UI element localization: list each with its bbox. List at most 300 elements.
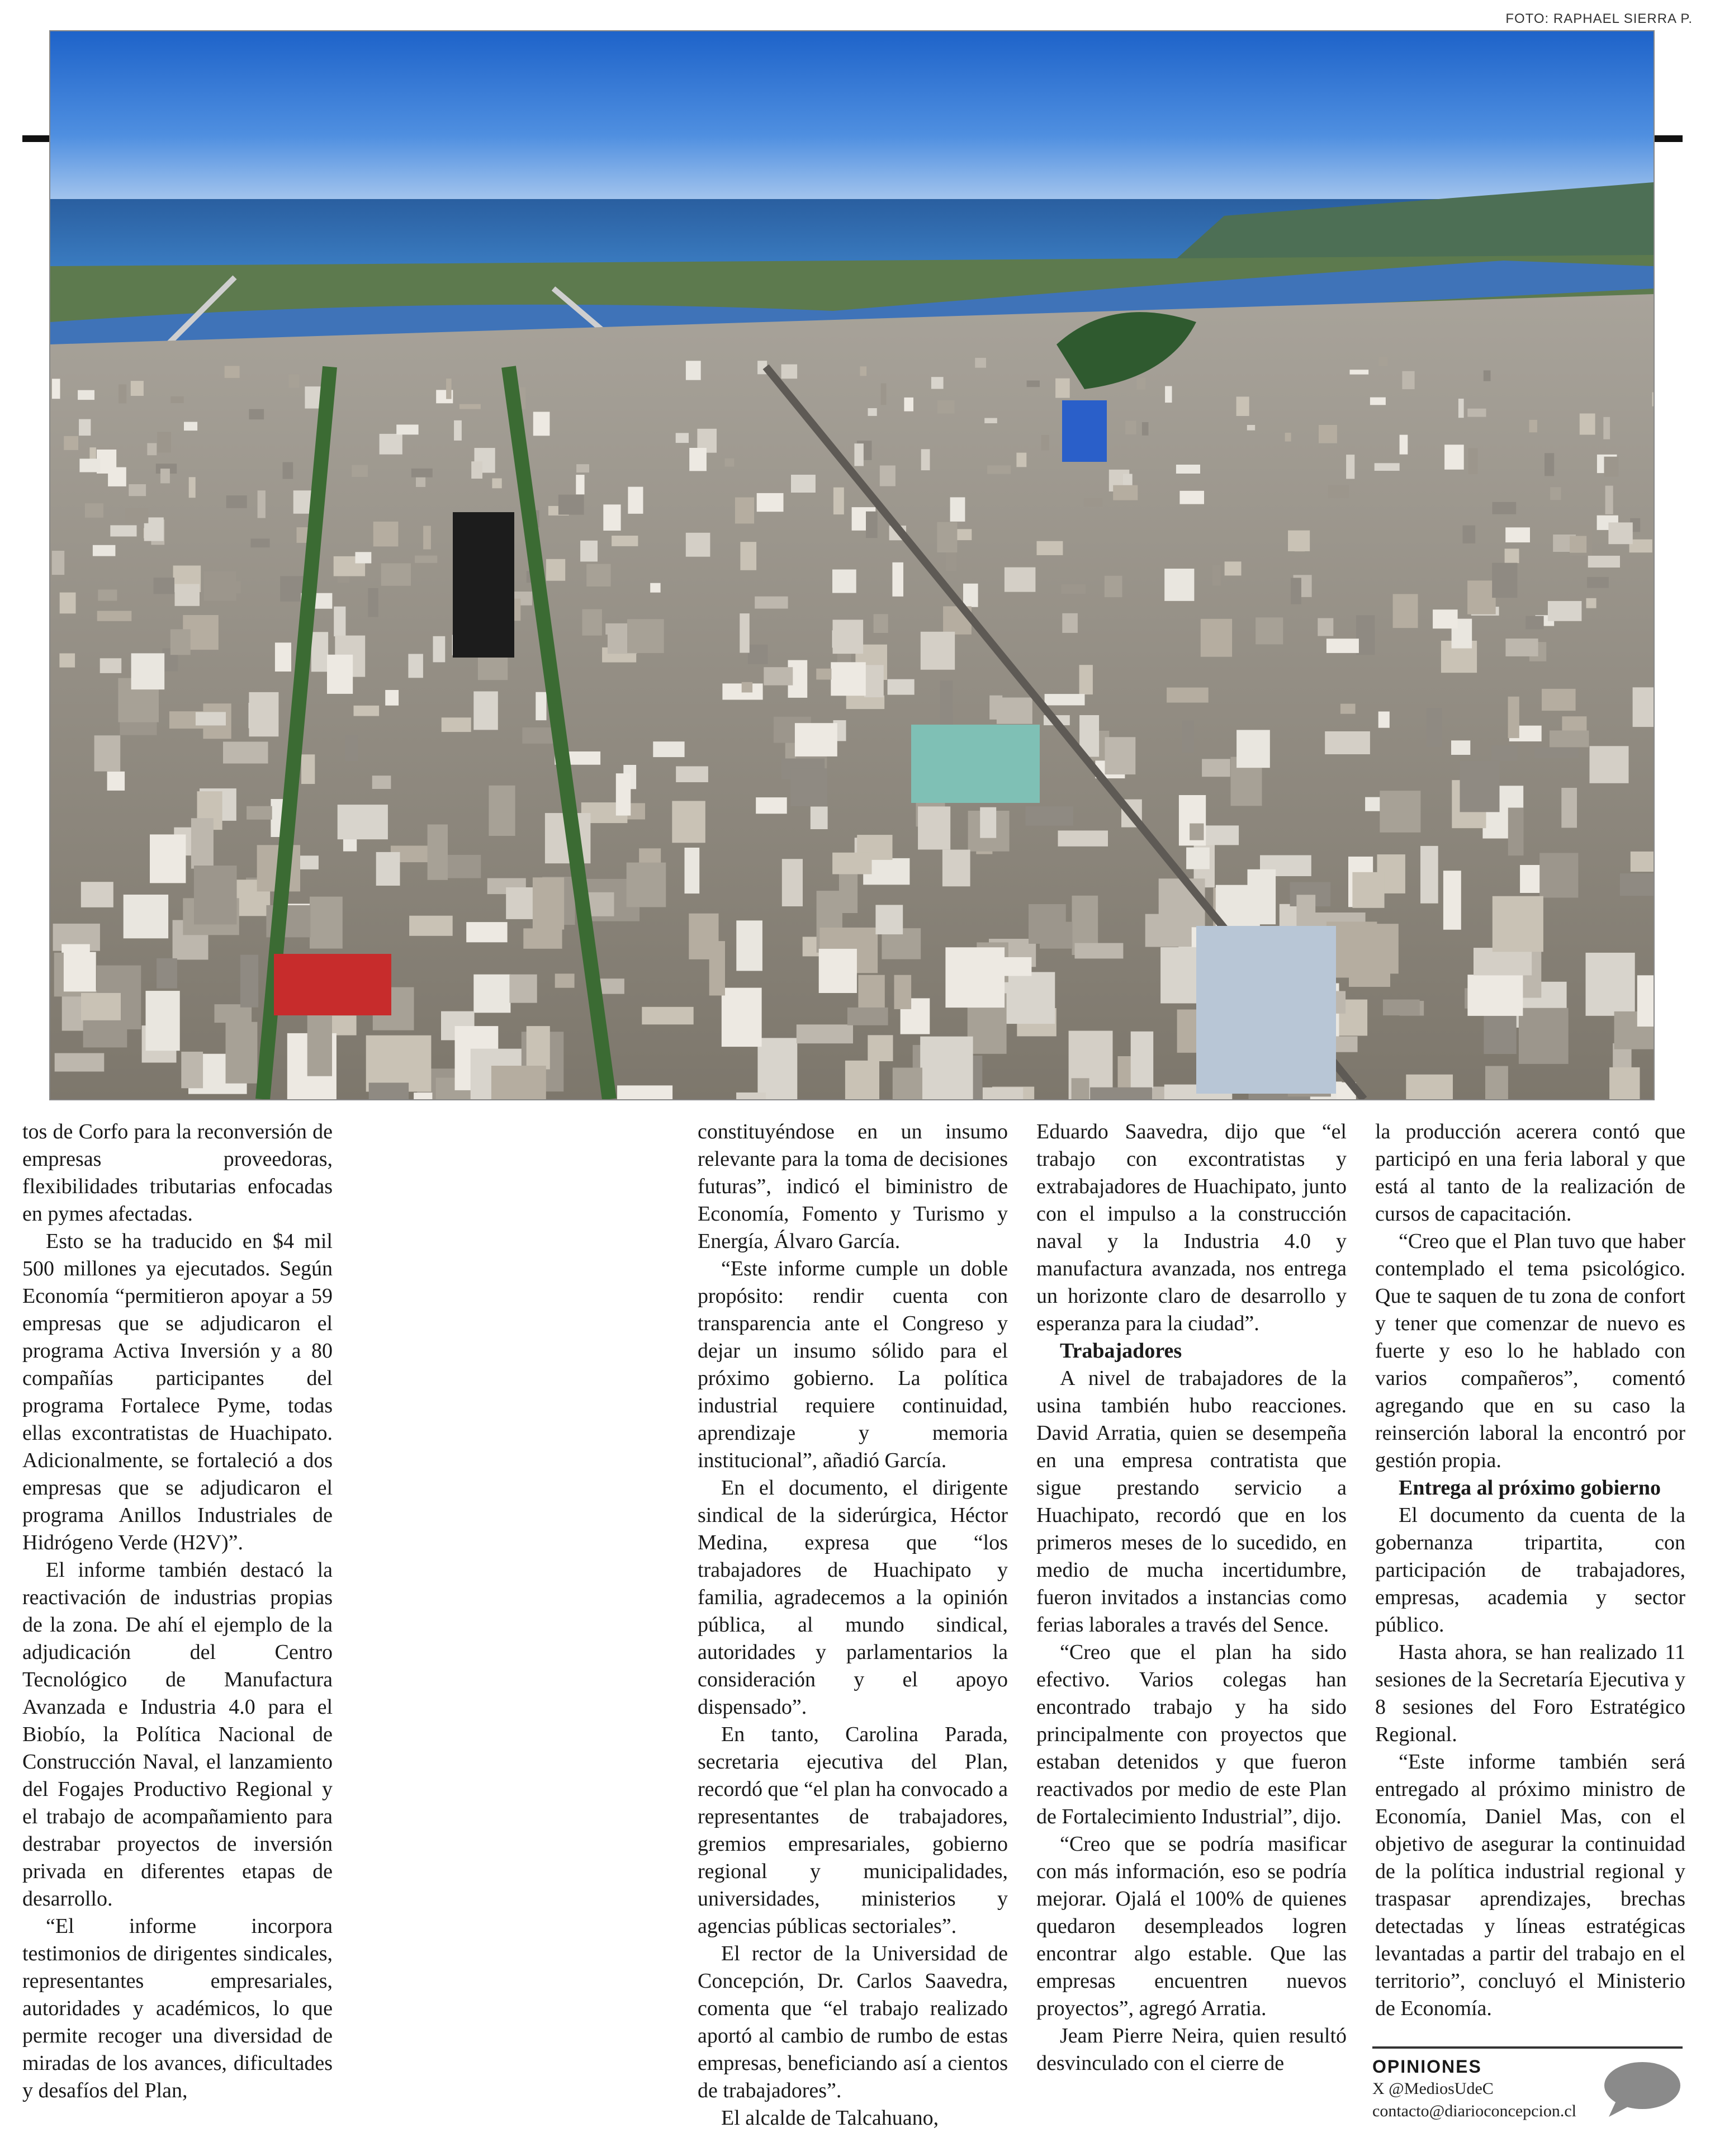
building-block	[1474, 948, 1532, 975]
building-block	[1016, 453, 1026, 467]
building-block	[1058, 830, 1108, 846]
building-block	[1105, 737, 1136, 774]
building-block	[1375, 463, 1400, 471]
building-block	[533, 412, 550, 436]
building-block	[94, 735, 121, 771]
building-block	[984, 418, 997, 423]
building-block	[736, 1093, 766, 1099]
building-block	[875, 905, 903, 934]
opinions-title: OPINIONES	[1372, 2056, 1482, 2077]
building-block	[1485, 1066, 1508, 1100]
building-block	[1090, 1088, 1152, 1099]
building-block	[1346, 455, 1354, 479]
building-block	[345, 735, 358, 761]
paragraph: Eduardo Saavedra, dijo que “el trabajo con excontratistas y extrabajadores de Huachipato, junto con el impulso a la construcción naval y la Industria 4.0 y manufactura avanzada, nos entrega un horizonte claro de desarrollo y esperanza para la ciudad”.	[1036, 1120, 1347, 1335]
building-block	[1182, 721, 1195, 753]
building-block	[376, 852, 400, 886]
building-block	[1491, 745, 1518, 760]
building-block	[868, 1035, 893, 1061]
building-block	[1633, 687, 1654, 727]
contact-email[interactable]: contacto@diarioconcepcion.cl	[1372, 2102, 1576, 2120]
building-block	[414, 1093, 432, 1099]
building-block	[446, 379, 452, 399]
photo-credit: FOTO: RAPHAEL SIERRA P.	[1505, 11, 1693, 26]
building-block	[170, 629, 191, 655]
building-block	[55, 1053, 105, 1072]
building-block	[1460, 761, 1500, 812]
building-block	[1467, 975, 1523, 1016]
building-block	[110, 525, 136, 536]
building-block	[1587, 577, 1609, 588]
building-block	[1443, 871, 1461, 930]
building-block	[385, 690, 399, 706]
building-block	[1463, 526, 1476, 543]
building-block	[1202, 759, 1230, 777]
building-block	[846, 696, 885, 709]
building-block	[860, 366, 867, 376]
paragraph: Esto se ha traducido en $4 mil 500 millones ya ejecutados. Según Economía “permitieron apoyar a 59 empresas que se adjudicaron el programa Activa Inversión y a 80 compañías participantes del programa Fortalece Pyme, todas ellas excontratistas de Huachipato. Adicionalmente, se fortaleció a dos empresas que se adjudicaron el programa Anillos Industriales de Hidrógeno Verde (H2V)”.	[22, 1230, 333, 1554]
building-block	[1225, 561, 1242, 575]
building-block	[471, 461, 482, 479]
building-block	[1236, 730, 1270, 768]
building-block	[1072, 1078, 1089, 1099]
subheading-trabajadores: Trabajadores	[1060, 1339, 1182, 1363]
building-block	[1631, 852, 1654, 872]
building-block	[107, 772, 125, 791]
paragraph: tos de Corfo para la reconversión de empresas proveedoras, flexibilidades tributarias enfocadas en pymes afectadas.	[22, 1120, 333, 1226]
building-block	[307, 1010, 332, 1076]
building-block	[78, 390, 94, 400]
building-block	[1352, 872, 1384, 908]
building-block	[1542, 689, 1576, 711]
building-block	[748, 645, 768, 664]
building-block	[1105, 576, 1122, 597]
building-block	[1586, 598, 1596, 608]
building-block	[1285, 433, 1291, 442]
subheading-entrega: Entrega al próximo gobierno	[1399, 1476, 1661, 1500]
building-block	[1539, 853, 1578, 898]
building-block	[1550, 487, 1561, 500]
building-block	[918, 806, 950, 849]
building-block	[740, 613, 750, 653]
building-block	[921, 632, 955, 670]
building-block	[249, 692, 278, 736]
building-block	[1356, 615, 1375, 655]
building-block	[1493, 502, 1517, 514]
building-block	[380, 434, 402, 455]
building-block	[580, 541, 598, 562]
building-block	[301, 754, 315, 784]
building-block	[790, 768, 827, 806]
aerial-city-illustration	[50, 31, 1654, 1099]
building-block	[1125, 421, 1136, 434]
building-block	[1186, 848, 1210, 869]
building-block	[942, 850, 970, 887]
building-block	[98, 590, 117, 601]
building-block	[1113, 485, 1138, 500]
building-block	[1378, 712, 1390, 728]
building-block	[196, 712, 226, 725]
building-block	[1468, 448, 1478, 475]
building-block	[937, 522, 957, 552]
paragraph: El documento da cuenta de la gobernanza tripartita, con participación de trabajadores, empresas, academia y sector público.	[1375, 1503, 1685, 1637]
building-block	[555, 973, 575, 987]
building-block	[642, 1007, 693, 1025]
paragraph: Jeam Pierre Neira, quien resultó desvinculado con el cierre de	[1036, 2024, 1347, 2075]
building-block	[119, 385, 126, 404]
building-block	[781, 365, 798, 379]
building-block	[1350, 370, 1369, 375]
building-block	[980, 807, 996, 838]
building-block	[742, 682, 752, 693]
building-block	[523, 928, 562, 948]
building-block	[226, 1022, 258, 1084]
building-block	[1291, 578, 1301, 604]
building-block	[921, 449, 930, 470]
building-block	[795, 723, 837, 757]
building-block	[356, 552, 372, 563]
building-block	[1586, 953, 1635, 1016]
building-block	[247, 806, 272, 820]
building-block	[327, 655, 353, 694]
building-block	[170, 396, 183, 403]
building-block	[1534, 748, 1579, 758]
building-block	[1201, 619, 1232, 657]
article-column-1	[22, 1118, 333, 2105]
building-block	[997, 698, 1032, 724]
paragraph: la producción acerera contó que participó en una feria laboral y que está al tanto de la realización de cursos de capacitación.	[1375, 1120, 1685, 1226]
building-block	[1508, 697, 1519, 738]
article-column-3	[1036, 1118, 1347, 2077]
building-block	[1588, 556, 1620, 568]
paragraph: A nivel de trabajadores de la usina también hubo reacciones. David Arratia, quien se desempeña en una empresa contratista que sigue prestando servicio a Huachipato, recordó que en los primeros meses de lo sucedido, en medio de mucha incertidumbre, fueron invitados a instancias como ferias laborales a través del Sence.	[1036, 1367, 1347, 1637]
building-block	[685, 848, 700, 893]
building-block	[586, 564, 610, 587]
building-block	[904, 398, 913, 412]
building-block	[832, 853, 871, 874]
building-block	[1247, 425, 1255, 431]
building-block	[249, 409, 264, 420]
building-block	[181, 1052, 203, 1088]
building-block	[160, 469, 170, 483]
building-block	[1041, 435, 1050, 451]
building-block	[1548, 601, 1582, 621]
building-block	[194, 866, 237, 924]
paragraph: En tanto, Carolina Parada, secretaria ejecutiva del Plan, recordó que “el plan ha convocado a representantes de trabajadores, gremios empresariales, gobierno regional y municipalidades, universidades, ministerios y agencias públicas sectoriales”.	[698, 1723, 1008, 1938]
building-block	[576, 464, 589, 472]
building-block	[52, 551, 64, 575]
building-block	[676, 433, 689, 443]
building-block	[1519, 1008, 1569, 1064]
building-block	[874, 614, 888, 633]
building-block	[831, 662, 866, 696]
building-block	[1420, 846, 1438, 904]
building-block	[1004, 972, 1055, 1024]
building-block	[288, 375, 299, 388]
building-block	[1055, 379, 1070, 398]
building-block	[764, 667, 793, 685]
building-block	[1256, 617, 1283, 644]
building-block	[150, 834, 186, 883]
building-block	[797, 1024, 853, 1043]
building-block	[79, 458, 100, 472]
building-block	[627, 863, 666, 907]
building-block	[756, 797, 787, 814]
paragraph: constituyéndose en un insumo relevante para la toma de decisiones futuras”, indicó el biministro de Economía, Fomento y Turismo y Energía, Álvaro García.	[698, 1120, 1008, 1253]
building-block	[146, 991, 180, 1051]
aerial-city-photo	[49, 30, 1655, 1100]
building-block	[1370, 924, 1399, 973]
building-block	[250, 538, 269, 547]
building-block	[226, 495, 247, 508]
building-block	[408, 654, 423, 678]
building-block	[892, 562, 903, 597]
building-block	[373, 522, 399, 547]
opinions-box	[1372, 2046, 1683, 2122]
building-block	[223, 742, 268, 764]
paragraph: El alcalde de Talcahuano,	[721, 2106, 939, 2130]
building-block	[423, 526, 431, 549]
building-block	[433, 636, 446, 663]
paragraph: El informe también destacó la reactivación de industrias propias de la zona. De ahí el ejemplo de la adjudicación del Centro Tecnológico de Manufactura Avanzada e Industria 4.0 para el Biobío, la Política Nacional de Construcción Naval, el lanzamiento del Fogajes Productivo Regional y el trabajo de acompañamiento para destrabar proyectos de inversión privada en diferentes etapas de desarrollo.	[22, 1558, 333, 1911]
building-block	[533, 877, 564, 929]
building-block	[819, 949, 857, 993]
building-block	[1484, 370, 1491, 381]
building-block	[1652, 393, 1654, 406]
building-block	[991, 957, 1032, 976]
paragraph: “Creo que el plan ha sido efectivo. Varios colegas han encontrado trabajo y ha sido principalmente con proyectos que estaban detenidos y que fueron reactivados por medio de este Plan de Fortalecimiento Industrial”, dijo.	[1036, 1640, 1347, 1828]
building-block	[396, 424, 418, 434]
building-block	[459, 404, 481, 409]
building-block	[864, 665, 884, 697]
building-block	[213, 581, 241, 593]
building-block	[893, 1068, 922, 1100]
building-block	[64, 952, 96, 992]
building-block	[672, 801, 705, 843]
building-block	[1433, 609, 1458, 628]
building-block	[354, 706, 380, 716]
building-block	[1040, 922, 1072, 949]
building-block	[442, 717, 471, 732]
building-block	[816, 669, 831, 680]
building-block	[894, 975, 912, 1009]
building-block	[258, 490, 266, 518]
building-block	[975, 358, 986, 368]
building-block	[950, 497, 965, 521]
building-block	[310, 897, 343, 949]
building-block	[920, 1037, 973, 1099]
building-block	[686, 361, 701, 380]
building-block	[338, 805, 388, 839]
building-block	[881, 384, 887, 405]
building-block	[650, 583, 660, 593]
building-block	[832, 570, 856, 593]
building-block	[1580, 414, 1595, 435]
building-block	[1026, 806, 1073, 825]
building-block	[725, 458, 735, 467]
building-block	[189, 477, 196, 498]
building-block	[1318, 618, 1333, 636]
building-block	[1492, 563, 1517, 598]
building-block	[1079, 665, 1093, 694]
building-block	[283, 462, 293, 479]
building-block	[963, 584, 978, 607]
building-block	[240, 955, 258, 1008]
building-block	[1467, 580, 1496, 614]
building-block	[1328, 485, 1349, 499]
building-block	[616, 773, 631, 815]
article-column-4	[1375, 1118, 1685, 2022]
building-block	[536, 692, 546, 721]
building-block	[888, 679, 915, 695]
building-block	[1145, 914, 1192, 947]
building-block	[492, 479, 501, 489]
paragraph: El rector de la Universidad de Concepción, Dr. Carlos Saavedra, comenta que “el trabajo realizado aportó al cambio de rumbo de estas empresas, beneficiando así a cientos de trabajadores”.	[698, 1942, 1008, 2102]
building-block	[108, 467, 126, 486]
building-block	[1365, 797, 1381, 811]
building-block	[473, 692, 498, 730]
building-block	[147, 443, 157, 456]
building-block	[1045, 694, 1085, 705]
building-block	[987, 465, 1011, 474]
building-block	[1325, 731, 1370, 754]
building-block	[225, 366, 240, 378]
building-block	[454, 420, 462, 441]
building-block	[1508, 808, 1524, 856]
building-block	[755, 597, 788, 609]
building-block	[1545, 453, 1554, 476]
building-block	[612, 536, 638, 546]
building-block	[811, 807, 828, 830]
building-block	[1288, 531, 1310, 551]
building-block	[175, 584, 200, 606]
building-block	[59, 654, 75, 668]
building-block	[1444, 445, 1464, 470]
building-block	[868, 408, 877, 416]
building-block	[446, 855, 481, 878]
building-block	[582, 609, 602, 636]
building-block	[381, 564, 411, 586]
building-block	[1505, 527, 1530, 542]
building-block	[1393, 594, 1418, 628]
building-block	[757, 1038, 797, 1099]
building-block	[369, 1082, 409, 1099]
paragraph: “El informe incorpora testimonios de dirigentes sindicales, representantes empresariales, autoridades y académicos, lo que permite recoger una diversidad de miradas de los avances, dificultades y desafíos del Plan,	[22, 1914, 333, 2102]
building-block	[1075, 943, 1124, 959]
building-block	[311, 632, 328, 672]
building-block	[1179, 491, 1204, 504]
building-block	[1131, 1032, 1154, 1089]
building-block	[1062, 613, 1078, 633]
building-block	[1326, 639, 1359, 653]
building-block	[157, 958, 177, 989]
building-block	[1604, 457, 1619, 477]
building-block	[1164, 569, 1194, 601]
building-block	[85, 503, 103, 518]
building-block	[1037, 541, 1063, 555]
building-block	[527, 1026, 550, 1069]
building-block	[509, 975, 537, 1003]
building-block	[100, 658, 122, 673]
building-block	[191, 818, 214, 868]
building-block	[1190, 824, 1204, 840]
building-block	[735, 498, 754, 524]
building-block	[1319, 425, 1337, 443]
building-block	[1526, 616, 1543, 630]
building-block	[1561, 788, 1577, 828]
building-block	[489, 786, 515, 836]
building-block	[79, 419, 91, 436]
building-block	[676, 767, 708, 783]
building-block	[782, 859, 803, 906]
building-block	[791, 475, 816, 493]
building-block	[157, 432, 171, 452]
building-block	[428, 825, 448, 880]
building-block	[983, 1088, 1024, 1099]
building-block	[1167, 688, 1209, 703]
building-block	[154, 578, 175, 594]
building-block	[603, 504, 620, 531]
building-block	[124, 895, 168, 938]
building-block	[64, 436, 78, 450]
paragraph: En el documento, el dirigente sindical de la siderúrgica, Héctor Medina, expresa que “los trabajadores de Huachipato y familia, agradecemos a la opinión pública, al mundo sindical, autoridades y parlamentarios la consideración y el apoyo dispensado”.	[698, 1476, 1008, 1719]
building-block	[93, 545, 116, 556]
building-block	[757, 493, 784, 512]
building-block	[931, 377, 944, 389]
building-block	[184, 422, 197, 431]
twitter-handle[interactable]: X @MediosUdeC	[1372, 2079, 1494, 2098]
building-block	[1605, 486, 1613, 514]
building-block	[1570, 536, 1586, 553]
building-block	[97, 611, 132, 621]
building-block	[131, 381, 144, 396]
section-rule-left	[22, 135, 51, 142]
building-block	[372, 776, 391, 789]
building-block	[1380, 791, 1420, 833]
building-block	[1383, 1000, 1420, 1015]
building-block	[1603, 417, 1610, 439]
building-block	[1609, 1067, 1640, 1099]
building-block	[880, 466, 896, 486]
building-block	[1505, 549, 1519, 563]
building-block	[1458, 399, 1464, 418]
building-block	[617, 1085, 672, 1099]
building-block	[1236, 396, 1249, 416]
paragraph: “Este informe también será entregado al próximo ministro de Economía, Daniel Mas, con el objetivo de asegurar la continuidad de la política industrial regional y traspasar aprendizajes, brechas detectadas y líneas estratégicas levantadas a partir del trabajo en el territorio”, concluyó el Ministerio de Economía.	[1375, 1750, 1685, 2020]
building-block	[352, 465, 368, 477]
building-block	[1005, 568, 1036, 592]
building-block	[689, 448, 707, 471]
building-block	[866, 512, 878, 538]
building-block	[1027, 381, 1040, 387]
building-block	[1550, 731, 1589, 748]
building-block	[1426, 708, 1442, 747]
building-block	[1340, 704, 1356, 714]
speech-bubble-icon	[1599, 2059, 1683, 2120]
building-block	[740, 542, 756, 570]
building-block	[576, 475, 584, 494]
building-block	[411, 469, 433, 477]
building-block	[628, 487, 643, 514]
building-block	[81, 882, 113, 907]
building-block	[1176, 465, 1200, 474]
article-column-2	[698, 1118, 1008, 2132]
paragraph: “Creo que se podría masificar con más información, eso se podría mejorar. Ojalá el 100% de quienes quedaron desempleados logren encontrar algo estable. Que las empresas encuentren nuevos proyectos”, agregó Arratia.	[1036, 1832, 1347, 2020]
building-block	[415, 556, 437, 563]
building-block	[722, 988, 762, 1047]
building-block	[854, 443, 864, 466]
building-block	[1505, 639, 1538, 656]
